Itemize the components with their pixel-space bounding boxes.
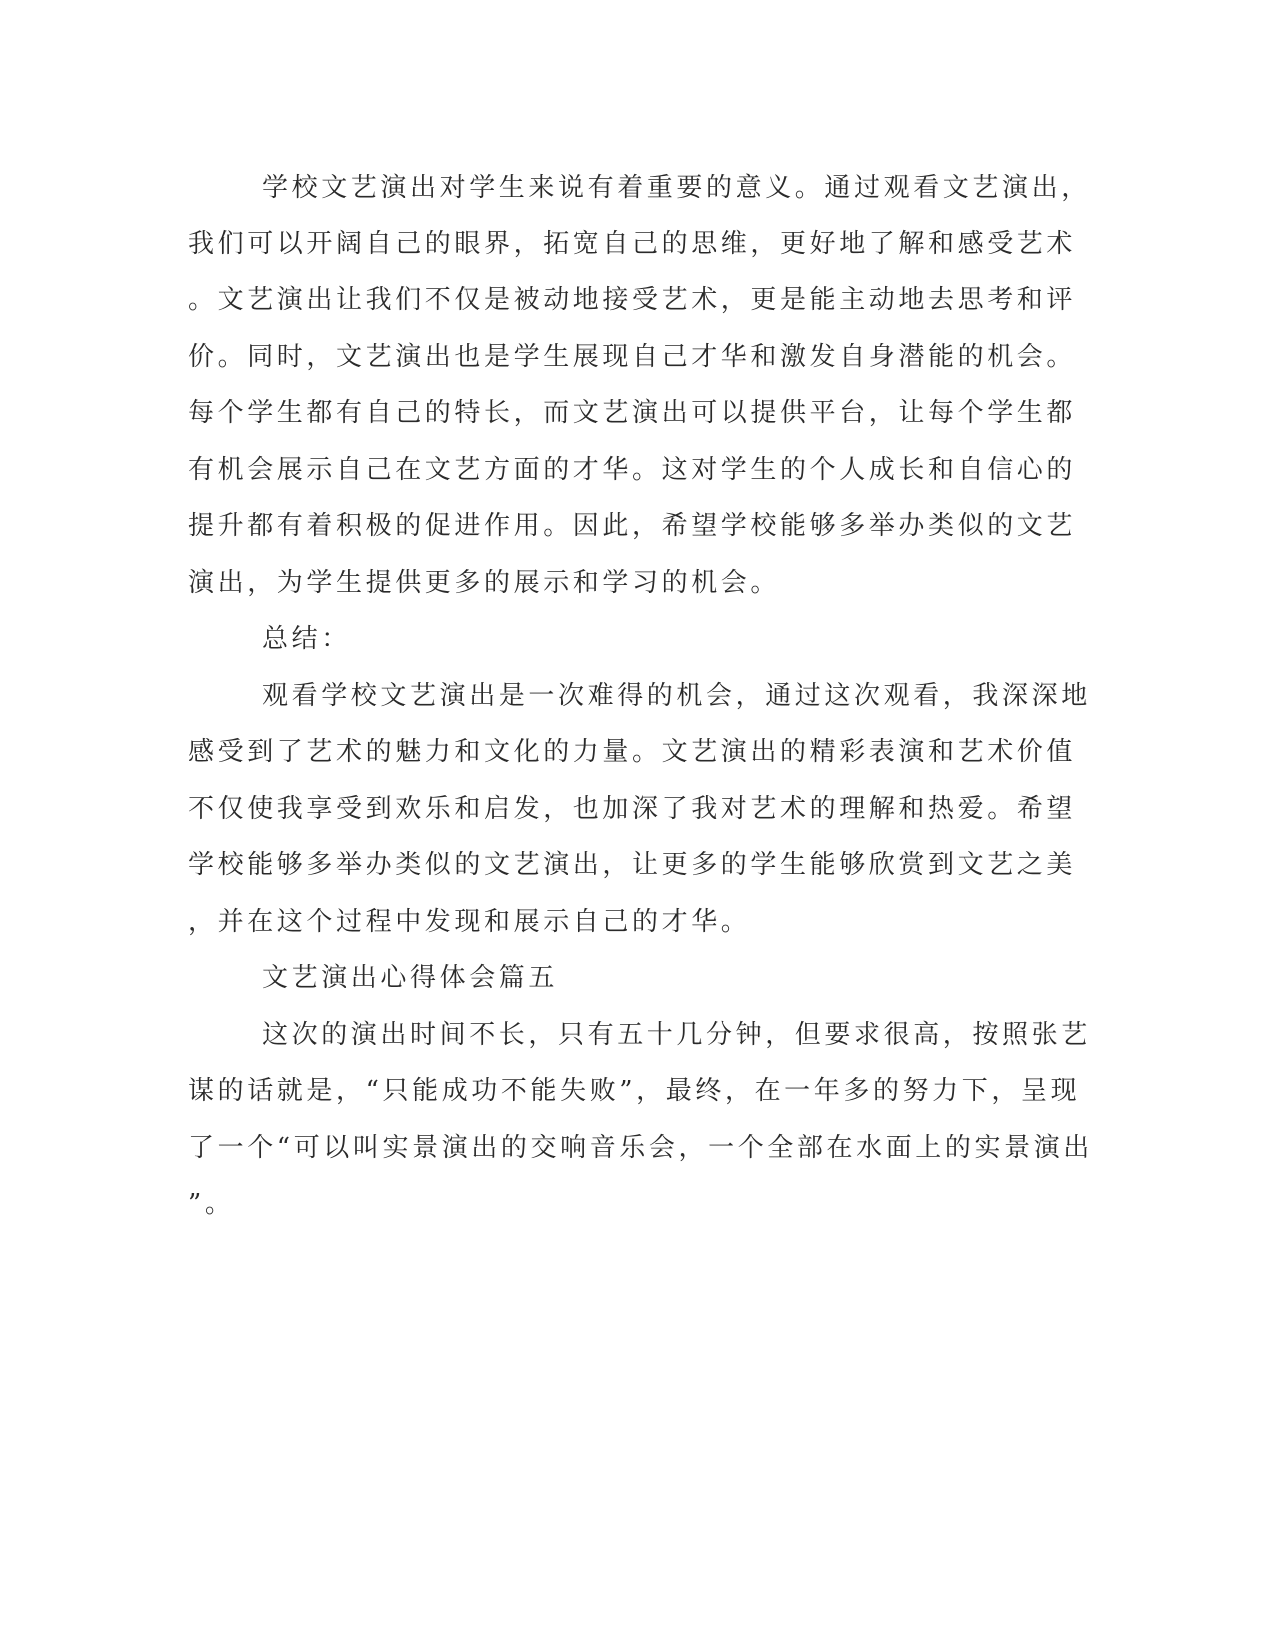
paragraph-line: 了一个“可以叫实景演出的交响音乐会，一个全部在水面上的实景演出 <box>188 1133 1093 1163</box>
section-heading-part-five: 文艺演出心得体会篇五 <box>262 963 559 993</box>
paragraph-line: 价。同时，文艺演出也是学生展现自己才华和激发自身潜能的机会。 <box>188 342 1077 372</box>
paragraph-line: 学校文艺演出对学生来说有着重要的意义。通过观看文艺演出， <box>262 173 1091 203</box>
paragraph-line: 学校能够多举办类似的文艺演出，让更多的学生能够欣赏到文艺之美 <box>188 850 1077 880</box>
paragraph-line: 感受到了艺术的魅力和文化的力量。文艺演出的精彩表演和艺术价值 <box>188 737 1077 767</box>
paragraph-line: 观看学校文艺演出是一次难得的机会，通过这次观看，我深深地 <box>262 681 1091 711</box>
paragraph-line: ，并在这个过程中发现和展示自己的才华。 <box>188 907 751 937</box>
paragraph-line: 这次的演出时间不长，只有五十几分钟，但要求很高，按照张艺 <box>262 1020 1091 1050</box>
paragraph-line: 。文艺演出让我们不仅是被动地接受艺术，更是能主动地去思考和评 <box>188 285 1077 315</box>
paragraph-line: 每个学生都有自己的特长，而文艺演出可以提供平台，让每个学生都 <box>188 398 1077 428</box>
paragraph-line: ”。 <box>188 1189 235 1219</box>
section-heading-summary: 总结： <box>262 624 351 654</box>
paragraph-line: 不仅使我享受到欢乐和启发，也加深了我对艺术的理解和热爱。希望 <box>188 794 1077 824</box>
paragraph-line: 演出，为学生提供更多的展示和学习的机会。 <box>188 568 781 598</box>
paragraph-line: 提升都有着积极的促进作用。因此，希望学校能够多举办类似的文艺 <box>188 511 1077 541</box>
paragraph-line: 谋的话就是，“只能成功不能失败”，最终，在一年多的努力下，呈现 <box>188 1076 1081 1106</box>
paragraph-line: 有机会展示自己在文艺方面的才华。这对学生的个人成长和自信心的 <box>188 455 1077 485</box>
paragraph-line: 我们可以开阔自己的眼界，拓宽自己的思维，更好地了解和感受艺术 <box>188 229 1077 259</box>
